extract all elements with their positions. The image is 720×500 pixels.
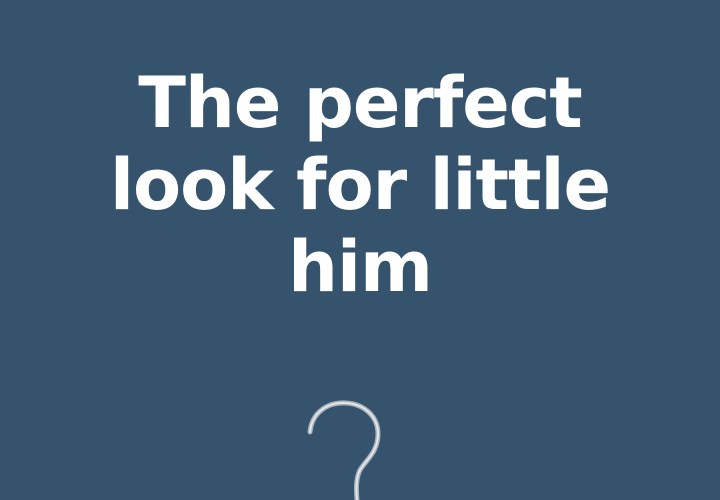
headline <box>60 62 660 308</box>
clothes-hanger-hook-icon <box>298 396 398 500</box>
headline-line-2: look for little <box>110 144 610 226</box>
headline-line-1: The perfect <box>138 62 582 144</box>
headline-line-3: him <box>288 226 432 308</box>
